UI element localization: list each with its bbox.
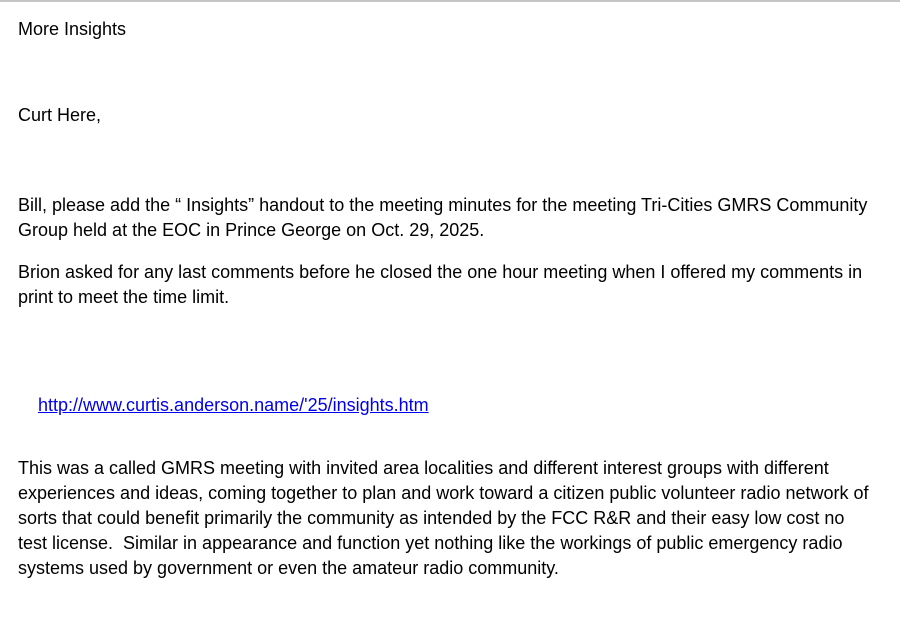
top-edge-divider [0,0,900,2]
link-line [18,368,875,443]
page-title: More Insights [18,19,127,39]
paragraph-gmrs-description: This was a called GMRS meeting with invited area localities and different interest groups with different experiences and ideas, coming together to plan and work toward a citizen public volunteer radio network of sorts that could benefit primarily the community as intended by the FCC R&R and their easy low cost no test license. Similar in appearance and function yet nothing like the workings of public emergency radio systems used by government or even the amateur radio community. [18,458,874,578]
insights-hyperlink[interactable]: http://www.curtis.anderson.name/'25/insights.htm [38,395,429,415]
paragraph-last-comments: Brion asked for any last comments before he closed the one hour meeting when I offered my comments in print to meet the time limit. [18,262,868,307]
paragraph-meeting-minutes: Bill, please add the “ Insights” handout to the meeting minutes for the meeting Tri-Cities GMRS Community Group held at the EOC in Prince George on Oct. 29, 2025. [18,195,873,240]
greeting-text: Curt Here, [18,105,102,125]
